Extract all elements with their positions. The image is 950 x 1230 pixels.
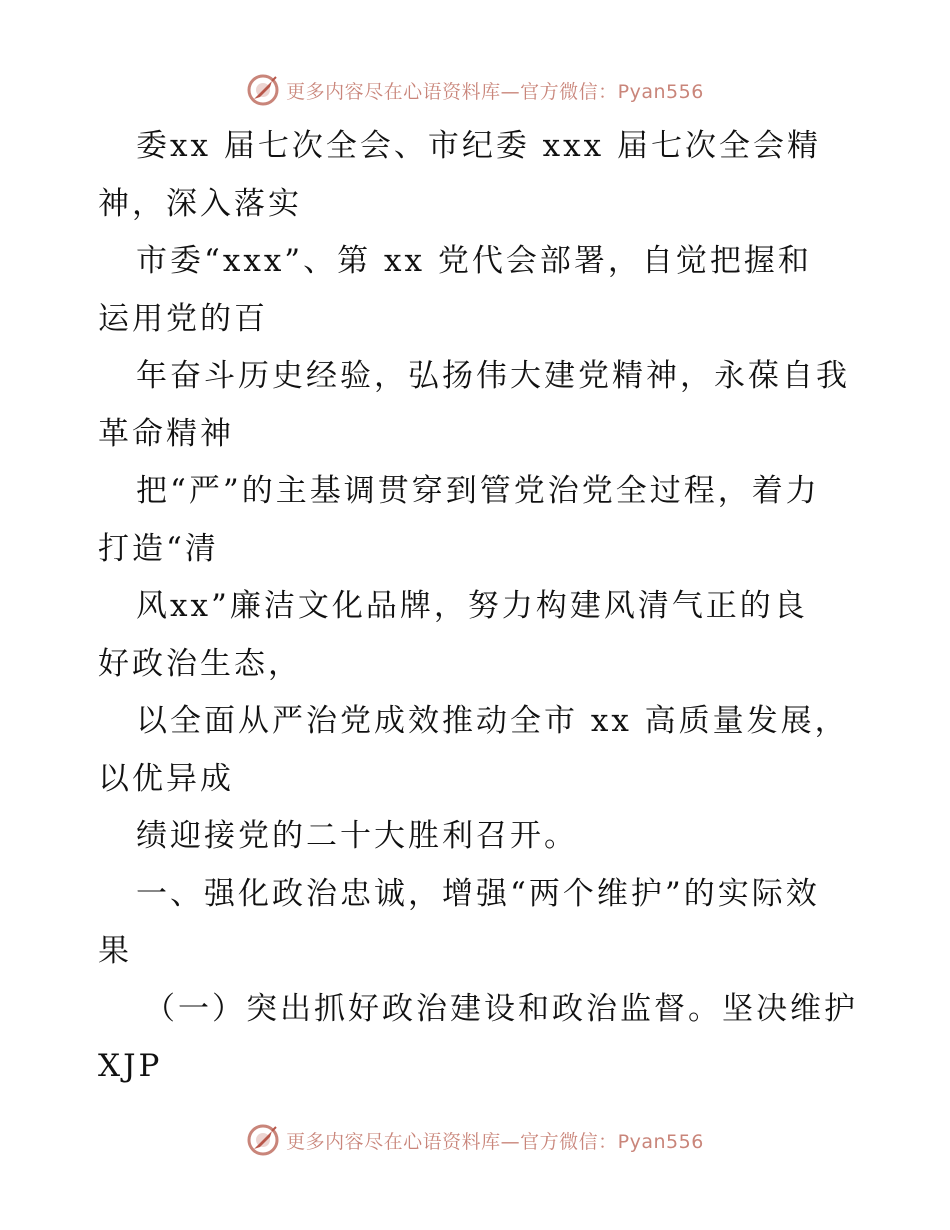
text-line: 绩迎接党的二十大胜利召开。 <box>136 818 578 854</box>
text-line: 年奋斗历史经验，弘扬伟大建党精神，永葆自我 <box>136 358 850 394</box>
text-line: 委xx 届七次全会、市纪委 xxx 届七次全会精 <box>136 128 821 164</box>
footer-watermark <box>0 1120 950 1160</box>
header-watermark <box>0 70 950 110</box>
quill-logo-icon <box>246 1123 280 1157</box>
subsection-heading: （一）突出抓好政治建设和政治监督。坚决维护 <box>144 990 858 1027</box>
text-line: 打造“清 <box>98 530 219 567</box>
text-line: XJP <box>98 1048 163 1084</box>
text-line: 以全面从严治党成效推动全市 xx 高质量发展， <box>136 703 849 739</box>
text-line: 运用党的百 <box>98 300 268 337</box>
text-line: 把“严”的主基调贯穿到管党治党全过程，着力 <box>136 473 820 509</box>
text-line: 神，深入落实 <box>98 185 302 222</box>
text-line: 市委“xxx”、第 xx 党代会部署，自觉把握和 <box>136 243 812 279</box>
quill-logo-icon <box>246 73 280 107</box>
section-heading: 一、强化政治忠诚，增强“两个维护”的实际效 <box>136 875 820 912</box>
watermark-text: 更多内容尽在心语资料库—官方微信：Pyan556 <box>286 80 704 103</box>
text-line: 好政治生态， <box>98 645 302 682</box>
watermark-text: 更多内容尽在心语资料库—官方微信：Pyan556 <box>286 1130 704 1153</box>
text-line: 果 <box>98 933 132 969</box>
document-body <box>98 118 858 1096</box>
text-line: 以优异成 <box>98 760 234 797</box>
text-line: 风xx”廉洁文化品牌，努力构建风清气正的良 <box>136 588 808 624</box>
text-line: 革命精神 <box>98 415 234 452</box>
